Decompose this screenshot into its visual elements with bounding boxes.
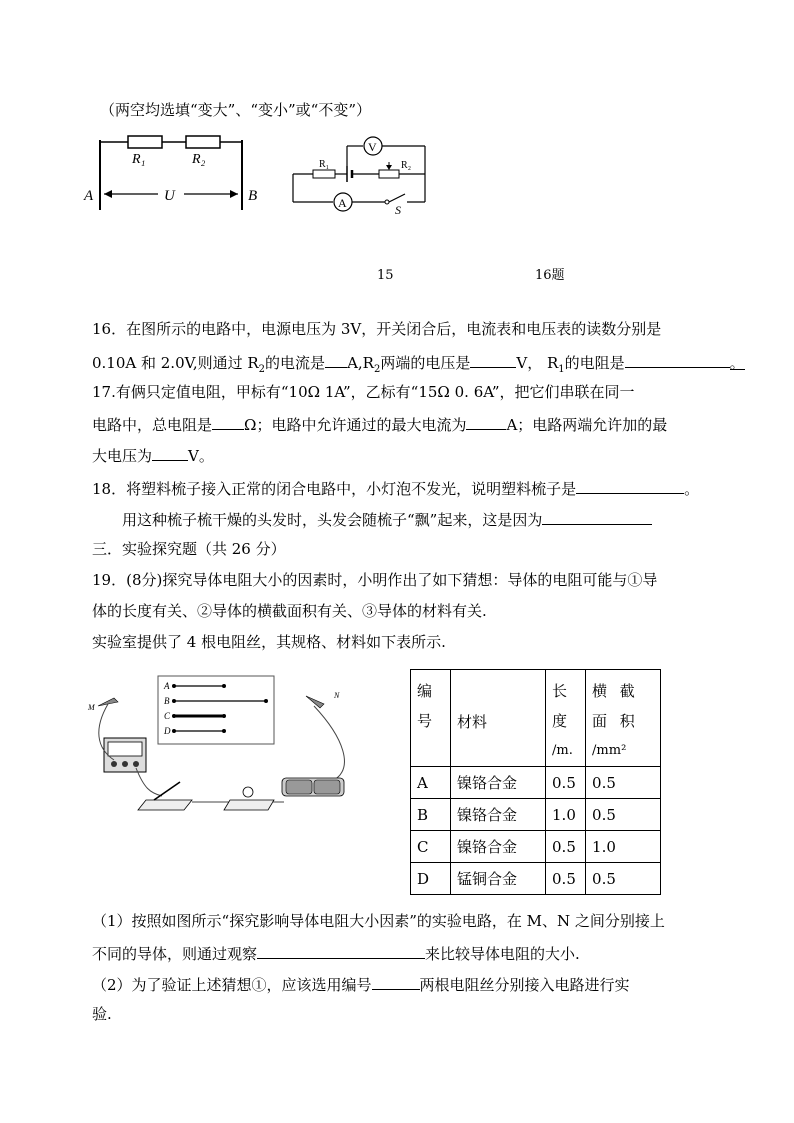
- table-header-row: [411, 670, 661, 767]
- label-r2-16: R₂: [401, 160, 412, 171]
- table-row: D 锰铜合金 0.5 0.5: [411, 863, 661, 895]
- q17-blank-max-voltage: [152, 444, 188, 461]
- q16-line1: 16．在图所示的电路中，电源电压为 3V，开关闭合后，电流表和电压表的读数分别是: [92, 320, 662, 338]
- header-material: 材料: [451, 670, 546, 767]
- switch-s: [389, 194, 405, 202]
- wire-label-a: A: [164, 681, 170, 691]
- q16-blank-voltage: [470, 351, 516, 368]
- clip-n: [306, 696, 324, 708]
- q18-blank-reason: [542, 508, 652, 525]
- label-r1: R₁: [132, 152, 146, 167]
- q16-blank-current: [325, 351, 347, 368]
- label-r1-16: R₁: [319, 159, 330, 170]
- clip-label-n: N: [334, 691, 340, 700]
- q19-blank-wire-ids: [372, 973, 420, 990]
- q17-line1: 17.有俩只定值电阻，甲标有“10Ω 1A”，乙标有“15Ω 0. 6A”，把它们串联在同一: [92, 383, 635, 401]
- header-area: 横 截 面 积 /mm²: [586, 670, 661, 767]
- table-row: A 镍铬合金 0.5 0.5: [411, 767, 661, 799]
- table-row: B 镍铬合金 1.0 0.5: [411, 799, 661, 831]
- q16-blank-resistance: [625, 351, 730, 368]
- q16-line2: 0.10A 和 2.0V,则通过 $R_2$的电流是 $A,R_2$两端的电压是 V， $R_1$的电阻是 。: [92, 351, 745, 380]
- label-switch: S: [395, 203, 401, 217]
- q19-sub2-line1: （2）为了验证上述猜想①，应该选用编号 两根电阻丝分别接入电路进行实: [92, 973, 630, 995]
- table-row: C 镍铬合金 0.5 1.0: [411, 831, 661, 863]
- label-u: U: [164, 188, 175, 204]
- q18-line1: 18．将塑料梳子接入正常的闭合电路中，小灯泡不发光，说明塑料梳子是 。: [92, 477, 699, 499]
- label-ammeter: A: [338, 196, 347, 210]
- q19-blank-observe: [257, 942, 425, 959]
- wire-label-d: D: [164, 726, 171, 736]
- clip-label-m: M: [88, 703, 95, 712]
- figure-15-series-circuit: [80, 130, 270, 220]
- q19-sub2-line2: 验.: [92, 1005, 112, 1023]
- q17-line3: 大电压为 V。: [92, 444, 214, 466]
- q19-line3: 实验室提供了 4 根电阻丝，其规格、材料如下表所示.: [92, 633, 446, 651]
- label-r2: R₂: [192, 152, 206, 167]
- q17-line2: 电路中，总电阻是 Ω；电路中允许通过的最大电流为 A；电路两端允许加的最: [92, 413, 667, 435]
- q19-sub1-line2: 不同的导体，则通过观察 来比较导体电阻的大小.: [92, 942, 580, 964]
- q17-blank-total-resistance: [212, 413, 244, 430]
- figure-16-caption: 16题: [535, 268, 565, 283]
- q19-sub1-line1: （1）按照如图所示“探究影响导体电阻大小因素”的实验电路，在 M、N 之间分别接上: [92, 912, 665, 930]
- wire-label-b: B: [164, 696, 170, 706]
- label-b: B: [248, 188, 258, 204]
- switch-device: [138, 800, 192, 810]
- q18-line2: 用这种梳子梳干燥的头发时，头发会随梳子“飘”起来，这是因为: [122, 508, 652, 530]
- header-id: 编 号: [411, 670, 451, 767]
- figure-15-caption: 15: [377, 268, 394, 283]
- q19-line1: 19．(8分)探究导体电阻大小的因素时，小明作出了如下猜想：导体的电阻可能与①导: [92, 571, 658, 589]
- q19-line2: 体的长度有关、②导体的横截面积有关、③导体的材料有关.: [92, 602, 487, 620]
- figure-16-circuit: [285, 132, 435, 220]
- label-voltmeter: V: [368, 140, 377, 154]
- resistor-r1: [128, 136, 162, 148]
- q18-blank-conductor: [576, 477, 684, 494]
- q17-blank-max-current: [466, 413, 506, 430]
- instruction-note: （两空均选填“变大”、“变小”或“不变”）: [100, 101, 372, 119]
- section-3-title: 三．实验探究题（共 26 分）: [92, 540, 286, 558]
- header-length: 长 度 /m.: [546, 670, 586, 767]
- resistor-r1-16: [313, 170, 335, 178]
- label-a: A: [84, 188, 94, 204]
- experiment-apparatus-figure: [84, 668, 384, 828]
- resistance-wire-spec-table: [410, 669, 661, 895]
- lamp-device: [224, 800, 274, 810]
- resistor-r2: [186, 136, 220, 148]
- resistor-r2-16: [379, 170, 399, 178]
- wire-label-c: C: [164, 711, 171, 721]
